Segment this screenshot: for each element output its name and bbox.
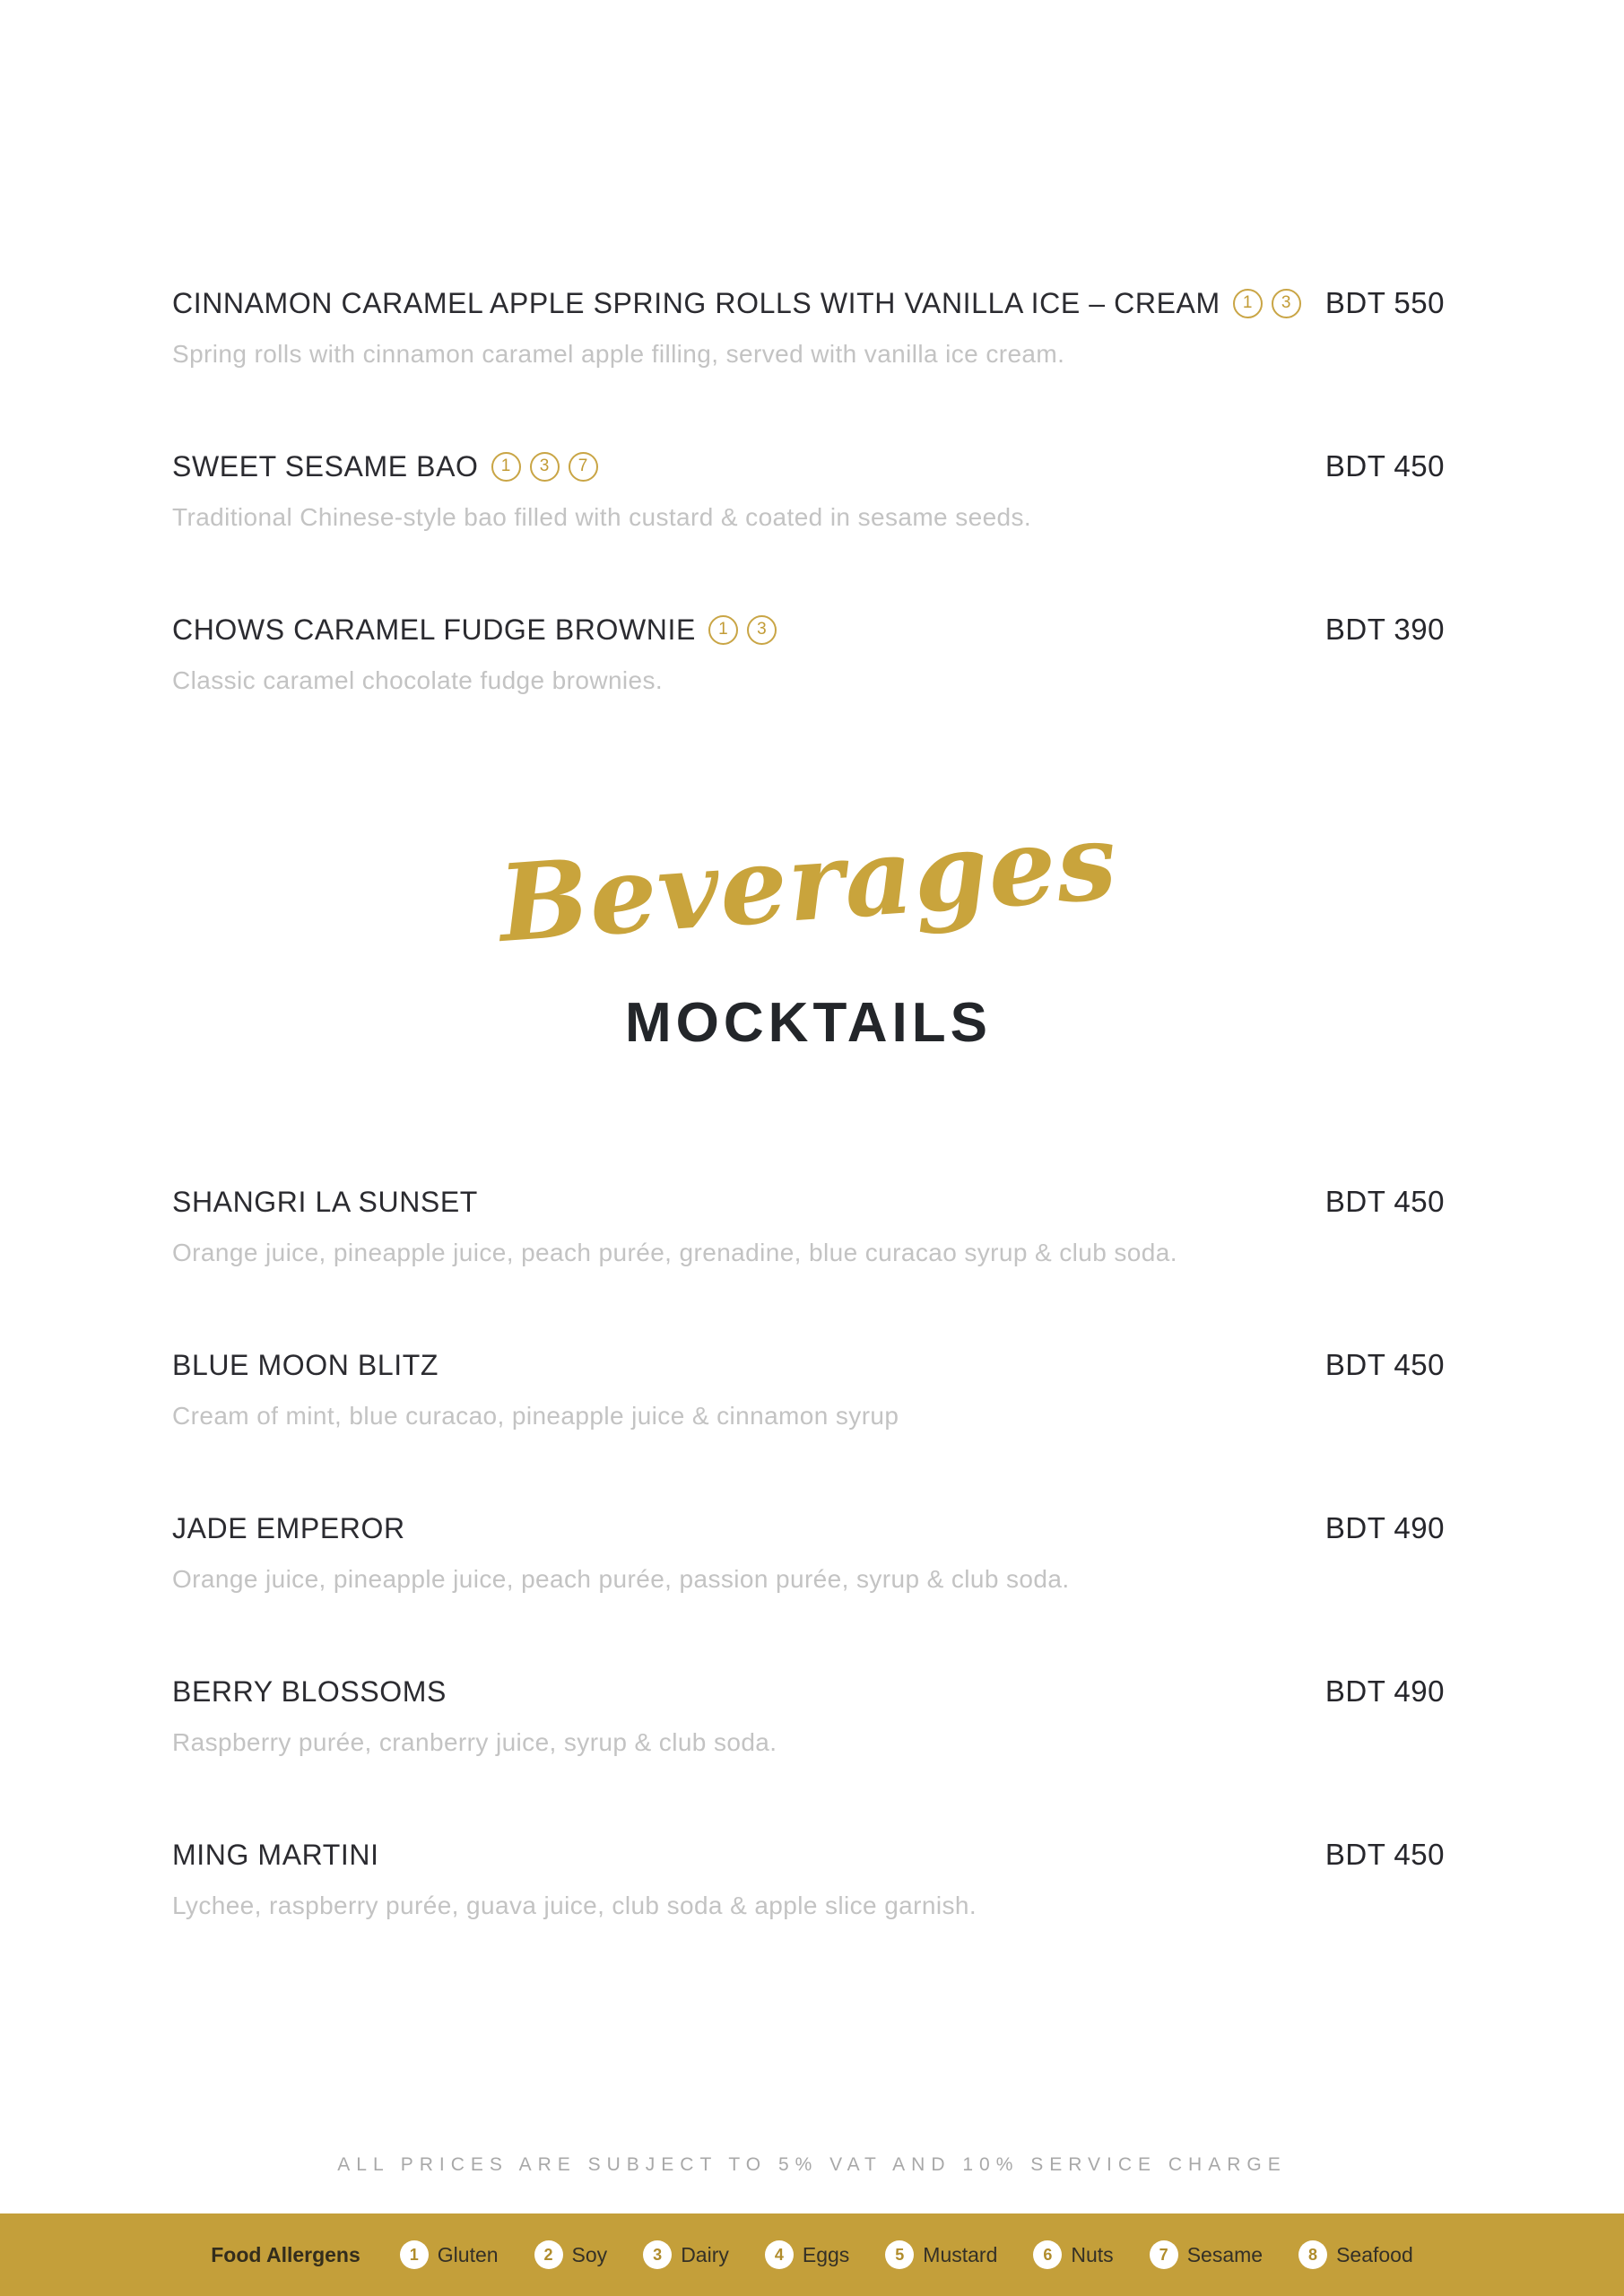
allergen-name: Soy <box>571 2242 608 2266</box>
allergen-entry <box>643 2240 729 2269</box>
menu-item-price: BDT 450 <box>1324 449 1445 483</box>
allergen-name: Sesame <box>1186 2242 1264 2266</box>
allergen-name: Gluten <box>437 2242 499 2266</box>
allergen-number-badge: 6 <box>1033 2240 1062 2269</box>
menu-item-row <box>172 1674 1445 1709</box>
vat-service-note: ALL PRICES ARE SUBJECT TO 5% VAT AND 10% SERVICE CHARGE <box>337 2154 1287 2175</box>
menu-item-name: JADE EMPEROR <box>172 1511 405 1544</box>
allergen-name: Eggs <box>802 2242 850 2266</box>
menu-item-name: SHANGRI LA SUNSET <box>172 1185 478 1218</box>
menu-item-description: Cream of mint, blue curacao, pineapple juice & cinnamon syrup <box>172 1401 899 1430</box>
beverages-header <box>172 775 1445 1054</box>
menu-item-row <box>172 1184 1445 1220</box>
allergen-name: Mustard <box>923 2242 998 2266</box>
allergen-number-badge: 8 <box>1298 2240 1327 2269</box>
menu-item-title-wrap <box>172 1674 459 1709</box>
allergen-name: Nuts <box>1071 2242 1114 2266</box>
menu-item-row <box>172 612 1445 648</box>
menu-item-title-wrap <box>172 612 777 648</box>
menu-item-description: Raspberry purée, cranberry juice, syrup & club soda. <box>172 1727 777 1756</box>
menu-item-price: BDT 490 <box>1324 1510 1445 1544</box>
allergen-badge: 1 <box>491 452 521 482</box>
allergen-legend <box>211 2240 1413 2269</box>
menu-item-description: Traditional Chinese-style bao filled with custard & coated in sesame seeds. <box>172 503 1032 531</box>
allergen-name: Dairy <box>681 2242 729 2266</box>
menu-item-name: CINNAMON CARAMEL APPLE SPRING ROLLS WITH VANILLA ICE – CREAM <box>172 287 1220 319</box>
allergen-number-badge: 3 <box>643 2240 672 2269</box>
menu-item-title-wrap <box>172 1347 451 1383</box>
menu-item-price: BDT 490 <box>1324 1674 1445 1708</box>
menu-item-price: BDT 450 <box>1324 1184 1445 1218</box>
allergen-number-badge: 2 <box>534 2240 563 2269</box>
dessert-section <box>172 285 1445 694</box>
allergen-number-badge: 5 <box>885 2240 914 2269</box>
menu-item-name: BERRY BLOSSOMS <box>172 1674 447 1708</box>
allergen-number-badge: 1 <box>400 2240 429 2269</box>
menu-item-name: SWEET SESAME BAO <box>172 450 479 483</box>
menu-item-row <box>172 1837 1445 1873</box>
allergen-name: Seafood <box>1336 2242 1413 2266</box>
allergen-footer-bar <box>0 2213 1624 2296</box>
menu-item <box>172 448 1445 531</box>
allergen-entry <box>1150 2240 1263 2269</box>
menu-item-name: MING MARTINI <box>172 1838 379 1871</box>
menu-item-title-wrap <box>172 285 1298 321</box>
allergen-badge: 3 <box>1272 289 1301 318</box>
allergen-badge: 3 <box>747 615 777 645</box>
allergen-number-badge: 7 <box>1150 2240 1178 2269</box>
allergen-entry <box>400 2240 499 2269</box>
allergen-entry <box>765 2240 849 2269</box>
menu-item-name: CHOWS CARAMEL FUDGE BROWNIE <box>172 613 696 646</box>
allergen-badge: 1 <box>1233 289 1263 318</box>
menu-item-title-wrap <box>172 1837 392 1873</box>
menu-item-title-wrap <box>172 1184 491 1220</box>
menu-item <box>172 1510 1445 1593</box>
menu-item-description: Classic caramel chocolate fudge brownies. <box>172 666 664 694</box>
menu-item-allergen-badges <box>491 452 598 482</box>
allergen-entries <box>400 2240 1413 2269</box>
menu-item <box>172 1837 1445 1919</box>
menu-item <box>172 1184 1445 1266</box>
allergen-entry <box>1033 2240 1113 2269</box>
menu-item-name: BLUE MOON BLITZ <box>172 1348 439 1381</box>
menu-item <box>172 285 1445 368</box>
menu-item-price: BDT 390 <box>1324 613 1445 646</box>
allergen-entry <box>534 2240 608 2269</box>
menu-item-price: BDT 550 <box>1324 286 1445 319</box>
allergen-badge: 7 <box>569 452 598 482</box>
menu-item <box>172 1347 1445 1430</box>
menu-item-row <box>172 1510 1445 1546</box>
beverages-script-title: Beverages <box>495 798 1122 966</box>
menu-item-description: Orange juice, pineapple juice, peach purée, grenadine, blue curacao syrup & club soda. <box>172 1238 1177 1266</box>
menu-item-description: Lychee, raspberry purée, guava juice, club soda & apple slice garnish. <box>172 1891 977 1919</box>
menu-item-row <box>172 285 1445 321</box>
menu-item-description: Spring rolls with cinnamon caramel apple filling, served with vanilla ice cream. <box>172 340 1065 368</box>
menu-item-row <box>172 448 1445 484</box>
allergen-number-badge: 4 <box>765 2240 794 2269</box>
menu-item <box>172 612 1445 694</box>
menu-item-description: Orange juice, pineapple juice, peach purée, passion purée, syrup & club soda. <box>172 1564 1070 1593</box>
allergen-entry <box>1298 2240 1413 2269</box>
menu-item-allergen-badges <box>708 615 777 645</box>
allergen-badge: 3 <box>530 452 560 482</box>
allergen-legend-label: Food Allergens <box>211 2242 360 2266</box>
mocktails-section <box>172 1184 1445 1919</box>
menu-item-row <box>172 1347 1445 1383</box>
allergen-entry <box>885 2240 997 2269</box>
menu-item-price: BDT 450 <box>1324 1837 1445 1871</box>
allergen-badge: 1 <box>708 615 738 645</box>
menu-item-title-wrap <box>172 448 598 484</box>
menu-item-allergen-badges <box>1233 289 1301 318</box>
menu-item <box>172 1674 1445 1756</box>
menu-item-price: BDT 450 <box>1324 1347 1445 1381</box>
menu-item-title-wrap <box>172 1510 418 1546</box>
mocktails-section-title: MOCKTAILS <box>625 991 992 1054</box>
